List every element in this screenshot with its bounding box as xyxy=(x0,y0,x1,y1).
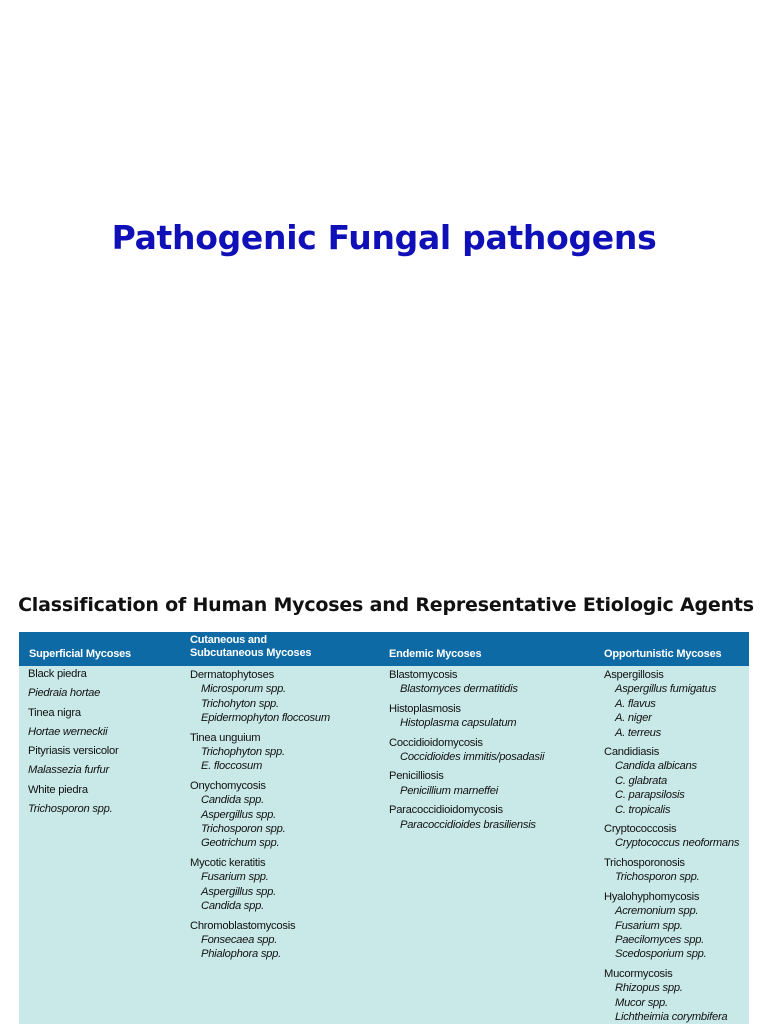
disease-group xyxy=(190,779,330,851)
agent-name: Trichosporon spp. xyxy=(201,823,286,836)
disease-group xyxy=(190,731,330,774)
agent-name: Aspergillus spp. xyxy=(201,885,276,898)
disease-name: Coccidioidomycosis xyxy=(389,736,483,749)
agent-name: Fusarium spp. xyxy=(615,919,683,932)
disease-group xyxy=(389,803,544,832)
disease-name: Candidiasis xyxy=(604,746,660,759)
disease-group xyxy=(604,668,739,740)
header-cutaneous-line1: Cutaneous and xyxy=(190,634,267,646)
agent-name: A. flavus xyxy=(615,697,656,710)
disease-group xyxy=(389,769,544,798)
agent-name: Cryptococcus neoformans xyxy=(615,837,740,850)
disease-group xyxy=(604,822,739,851)
agent-name: Histoplasma capsulatum xyxy=(400,717,517,730)
agent-name: Trichophyton spp. xyxy=(201,746,285,759)
agent-name: Lichtheimia corymbifera xyxy=(615,1010,728,1023)
agent-name: Paecilomyces spp. xyxy=(615,933,705,946)
disease-name: Chromoblastomycosis xyxy=(190,919,296,932)
agent-name: A. terreus xyxy=(615,726,661,739)
disease-name: Onychomycosis xyxy=(190,779,266,792)
disease-group xyxy=(190,668,330,726)
disease-name: Penicilliosis xyxy=(389,770,444,783)
agent-name: Mucor spp. xyxy=(615,996,668,1009)
disease-name: Tinea nigra xyxy=(28,706,81,719)
disease-name: Dermatophytoses xyxy=(190,669,274,681)
agent-name: Aspergillus fumigatus xyxy=(615,683,717,696)
agent-name: C. parapsilosis xyxy=(615,789,685,802)
disease-name: Mucormycosis xyxy=(604,967,673,980)
disease-name: Trichosporonosis xyxy=(604,856,685,869)
agent-name: Microsporum spp. xyxy=(201,683,286,696)
header-opportunistic: Opportunistic Mycoses xyxy=(604,648,722,660)
agent-name: Epidermophyton floccosum xyxy=(201,712,330,725)
disease-name: Cryptococcosis xyxy=(604,823,677,836)
disease-group xyxy=(389,702,544,731)
header-cutaneous-line2: Subcutaneous Mycoses xyxy=(190,647,312,659)
disease-group xyxy=(604,745,739,817)
agent-name: Fusarium spp. xyxy=(201,871,269,884)
agent-name: Phialophora spp. xyxy=(201,948,281,961)
agent-name: Geotrichum spp. xyxy=(201,837,280,850)
table-header-row xyxy=(19,632,749,666)
disease-name: White piedra xyxy=(28,783,88,796)
disease-group xyxy=(190,856,330,914)
agent-name: Malassezia furfur xyxy=(28,764,109,777)
agent-name: A. niger xyxy=(615,712,652,725)
agent-name: Paracoccidioides brasiliensis xyxy=(400,818,536,831)
disease-name: Blastomycosis xyxy=(389,669,458,681)
agent-name: C. tropicalis xyxy=(615,803,671,816)
header-endemic: Endemic Mycoses xyxy=(389,648,482,660)
agent-name: Acremonium spp. xyxy=(615,905,699,918)
agent-name: E. floccosum xyxy=(201,760,263,773)
header-cutaneous xyxy=(190,634,311,660)
agent-name: Trichohyton spp. xyxy=(201,697,279,710)
disease-name: Tinea unguium xyxy=(190,731,261,744)
agent-name: Scedosporium spp. xyxy=(615,948,707,961)
agent-name: Trichosporon spp. xyxy=(28,803,113,816)
agent-name: Penicillium marneffei xyxy=(400,784,498,797)
header-superficial: Superficial Mycoses xyxy=(29,648,131,660)
agent-name: Coccidioides immitis/posadasii xyxy=(400,751,545,764)
agent-name: Rhizopus spp. xyxy=(615,982,683,995)
agent-name: C. glabrata xyxy=(615,774,667,787)
agent-name: Candida spp. xyxy=(201,900,264,913)
disease-group xyxy=(604,890,739,962)
disease-group xyxy=(389,736,544,765)
disease-name: Paracoccidioidomycosis xyxy=(389,804,503,817)
agent-name: Hortae werneckii xyxy=(28,725,108,738)
column-opportunistic xyxy=(604,668,739,1024)
disease-name: Aspergillosis xyxy=(604,669,664,681)
disease-group xyxy=(389,668,544,697)
disease-name: Hyalohyphomycosis xyxy=(604,890,700,903)
column-superficial xyxy=(28,665,118,819)
slide-title: Pathogenic Fungal pathogens xyxy=(111,218,657,257)
agent-name: Candida albicans xyxy=(615,760,697,773)
disease-name: Histoplasmosis xyxy=(389,702,461,715)
disease-group xyxy=(190,919,330,962)
agent-name: Blastomyces dermatitidis xyxy=(400,683,518,696)
agent-name: Aspergillus spp. xyxy=(201,808,276,821)
agent-name: Candida spp. xyxy=(201,794,264,807)
agent-name: Trichosporon spp. xyxy=(615,871,700,884)
disease-name: Black piedra xyxy=(28,668,87,680)
column-endemic xyxy=(389,668,544,837)
agent-name: Piedraia hortae xyxy=(28,687,101,700)
table-heading: Classification of Human Mycoses and Representative Etiologic Agents xyxy=(18,594,754,616)
disease-group xyxy=(604,967,739,1024)
disease-name: Pityriasis versicolor xyxy=(28,745,119,758)
column-cutaneous xyxy=(190,668,330,967)
mycoses-table xyxy=(19,632,749,1024)
disease-group xyxy=(604,856,739,885)
agent-name: Fonsecaea spp. xyxy=(201,933,278,946)
disease-name: Mycotic keratitis xyxy=(190,856,266,869)
